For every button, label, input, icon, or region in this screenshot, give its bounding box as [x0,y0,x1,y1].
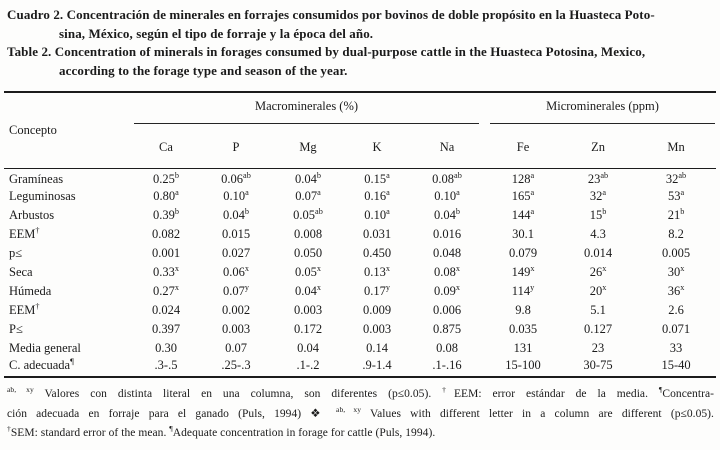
cell-value: 0.10$^a$ [434,187,460,203]
table-caption [4,6,716,80]
footnote-line2: ción adecuada en forraje para el ganado (Puls, 1994) ❖ $^{ab, xy}$ Values with different letter in a column are different (p≤0.05). [7,404,714,420]
cell-value: 15-40 [661,358,691,372]
cell-value: 30.1 [512,227,534,241]
cell-value: 30-75 [583,358,613,372]
cell-value: $32^{ab}$ [665,170,687,186]
cell-value: 0.016 [432,227,462,241]
cell-value: 0.39$^b$ [153,206,179,222]
cell-value: 5.1 [590,303,606,317]
column-header-fe: Fe [486,128,560,168]
cell-value: 2.6 [668,303,684,317]
group-header-row [4,92,716,128]
column-header-p: P [202,128,270,168]
cell-value: 8.2 [668,227,684,241]
table-row [4,206,716,225]
cell-value: 0.048 [432,246,462,260]
column-header-k: K [346,128,408,168]
cell-value: 131 [513,341,533,355]
cell-value: 23 [591,341,605,355]
cell-value: 0.082 [151,227,181,241]
row-label: Húmeda [9,284,52,298]
row-label: EEM† [9,301,40,317]
caption-spanish-line1: Cuadro 2. Concentración de minerales en forrajes consumidos por bovinos de doble propósito en la Huasteca Poto- [7,7,655,22]
cell-value: 0.024 [151,303,181,317]
row-label: Arbustos [9,208,55,222]
cell-value: 0.009 [362,303,392,317]
microminerals-group-label: Microminerales (ppm) [490,99,715,124]
cell-value: $23^{ab}$ [587,170,609,186]
row-label: P≤ [9,322,23,336]
cell-value: 0.27$^x$ [153,282,179,298]
cell-value: 0.10$^a$ [223,187,249,203]
cell-value: 9.8 [515,303,531,317]
cell-value: .1-.16 [432,358,462,372]
cell-value: 0.10$^a$ [364,206,390,222]
column-header-zn: Zn [560,128,636,168]
footnote-line1: $^{ab, xy}$ Valores con distinta literal en una columna, son diferentes (p≤0.05). †EEM: error estándar de la media. ¶Concentra- [7,385,714,400]
cell-value: 0.16$^a$ [364,187,390,203]
footnote-line3: †SEM: standard error of the mean. ¶Adequate concentration in forage for cattle (Puls, 1994). [7,424,436,439]
cell-value: 0.006 [432,303,462,317]
row-label: p≤ [9,246,23,260]
cell-value: 0.079 [508,246,538,260]
footnote-block [4,385,716,444]
cell-value: 0.04$^b$ [223,206,249,222]
cell-value: 36$^x$ [667,282,685,298]
row-label: C. adecuada¶ [9,356,74,372]
table-body [4,168,716,377]
column-header-na: Na [408,128,486,168]
cell-value: 0.015 [221,227,251,241]
caption-english-line2: according to the forage type and season of the year. [59,62,348,78]
cell-value: 26$^x$ [589,263,607,279]
macrominerals-group-label: Macrominerales (%) [134,99,479,124]
cell-value: 53$^a$ [667,187,685,203]
cell-value: .9-1.4 [362,358,392,372]
cell-value: 0.04 [297,341,319,355]
row-label: EEM† [9,225,40,241]
column-header-mg: Mg [270,128,346,168]
cell-value: 0.003 [362,322,392,336]
cell-value: 0.06$^{ab}$ [221,170,251,186]
cell-value: .25-.3 [221,358,251,372]
row-label: Gramíneas [9,171,64,186]
cell-value: 0.08$^{ab}$ [432,170,462,186]
cell-value: 15-100 [505,358,541,372]
cell-value: 4.3 [590,227,606,241]
cell-value: 0.003 [293,303,323,317]
cell-value: 0.04$^b$ [434,206,460,222]
cell-value: 0.06$^x$ [223,263,249,279]
cell-value: 0.035 [508,322,538,336]
cell-value: 0.25$^b$ [153,170,179,186]
cell-value: .1-.2 [296,358,320,372]
cell-value: 0.07$^y$ [223,282,249,298]
table-row [4,282,716,301]
cell-value: 144$^a$ [511,206,535,222]
cell-value: 128$^a$ [511,170,535,186]
table-row [4,339,716,358]
cell-value: 0.005 [661,246,691,260]
row-label: Leguminosas [9,189,76,203]
cell-value: 0.002 [221,303,251,317]
cell-value: 0.30 [155,341,177,355]
cell-value: 0.071 [661,322,691,336]
cell-value: 0.05$^x$ [295,263,321,279]
cell-value: 0.15$^a$ [364,170,390,186]
column-header-ca: Ca [130,128,202,168]
cell-value: 0.07$^a$ [295,187,321,203]
cell-value: 114$^y$ [511,282,535,298]
table-row [4,168,716,187]
cell-value: 0.001 [151,246,181,260]
table-row [4,225,716,244]
cell-value: 0.003 [221,322,251,336]
cell-value: 0.875 [432,322,462,336]
table-row [4,187,716,206]
cell-value: 0.08$^x$ [434,263,460,279]
row-label: Seca [9,265,33,279]
cell-value: 0.05$^{ab}$ [293,206,323,222]
concept-column-header: Concepto [4,92,130,168]
cell-value: 0.031 [362,227,392,241]
cell-value: 0.127 [583,322,613,336]
table-row [4,244,716,263]
cell-value: 0.008 [293,227,323,241]
cell-value: 0.80$^a$ [153,187,179,203]
table-row [4,301,716,320]
cell-value: 0.172 [293,322,323,336]
cell-value: 0.14 [366,341,388,355]
cell-value: 0.04$^x$ [295,282,321,298]
cell-value: 0.397 [151,322,181,336]
cell-value: 0.09$^x$ [434,282,460,298]
minerals-table [4,91,716,378]
cell-value: 30$^x$ [667,263,685,279]
cell-value: 0.17$^y$ [364,282,390,298]
cell-value: 15$^b$ [589,206,607,222]
cell-value: 0.014 [583,246,613,260]
microminerals-group-cell [486,92,716,128]
cell-value: 165$^a$ [511,187,535,203]
table-row [4,320,716,339]
row-label: Media general [9,341,81,355]
cell-value: 149$^x$ [511,263,535,279]
cell-value: 0.07 [225,341,247,355]
cell-value: 33 [669,341,683,355]
cell-value: 0.450 [362,246,392,260]
cell-value: 21$^b$ [667,206,685,222]
cell-value: 20$^x$ [589,282,607,298]
cell-value: 0.050 [293,246,323,260]
cell-value: 0.04$^b$ [295,170,321,186]
table-row [4,358,716,377]
column-header-mn: Mn [636,128,716,168]
cell-value: .3-.5 [154,358,178,372]
cell-value: 0.027 [221,246,251,260]
caption-spanish-line2: sina, México, según el tipo de forraje y la época del año. [59,25,374,41]
cell-value: 0.13$^x$ [364,263,390,279]
cell-value: 0.08 [436,341,458,355]
caption-english-line1: Table 2. Concentration of minerals in forages consumed by dual-purpose cattle in the Huasteca Potosina, Mexico, [7,44,646,59]
cell-value: 0.33$^x$ [153,263,179,279]
cell-value: 32$^a$ [589,187,607,203]
macrominerals-group-cell [130,92,486,128]
table-row [4,263,716,282]
